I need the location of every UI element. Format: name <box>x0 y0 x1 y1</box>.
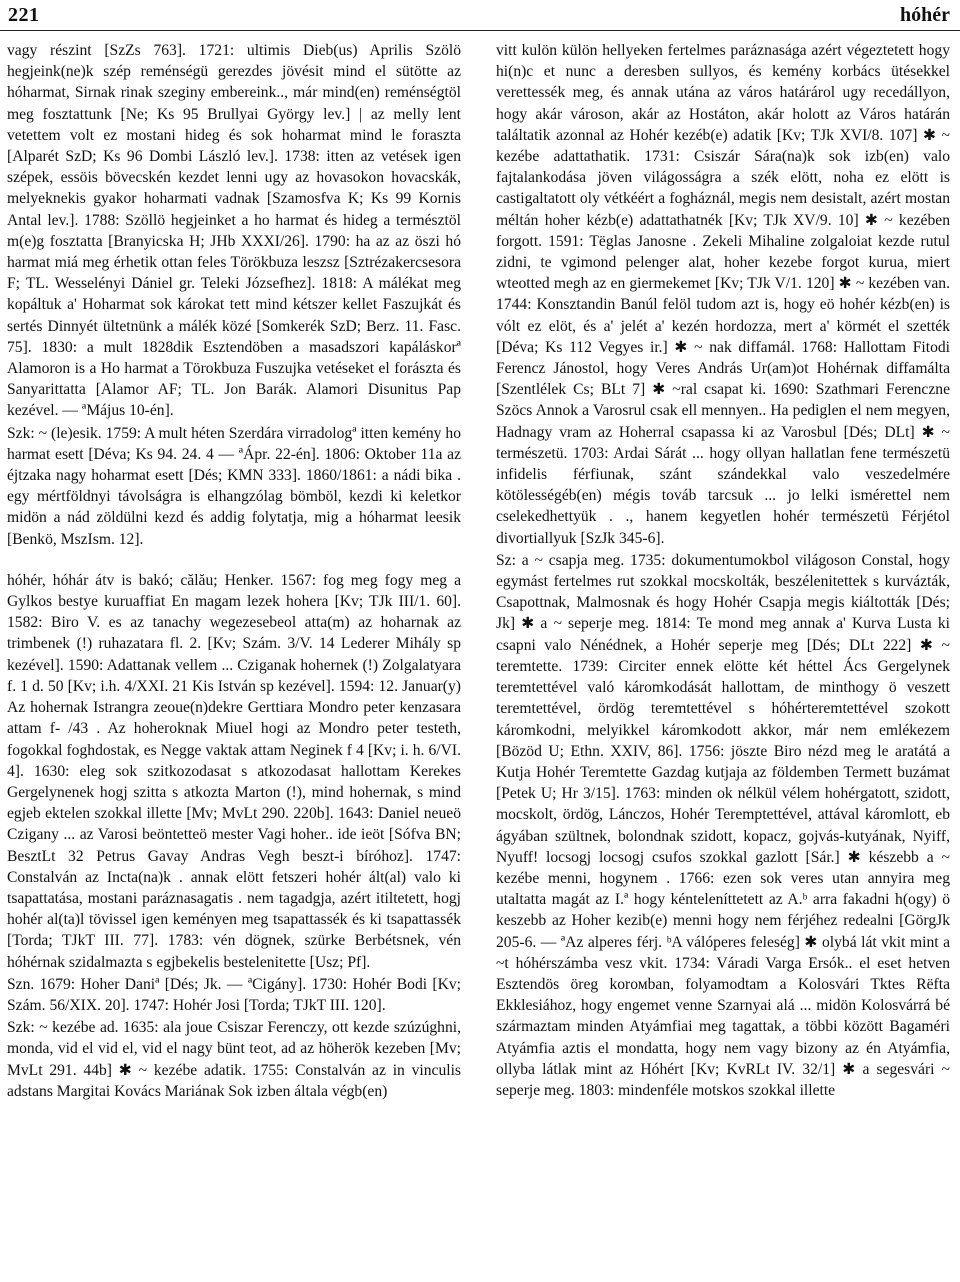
paragraph: Szk: ~ (le)esik. 1759: A mult héten Szerdára virradologª itten kemény ho harmat esett [Déva; Ks 94. 24. 4 — ªÁpr. 22-én]. 1806: Oktober 11a az éjtzaka nagy hoharmat esett [Dés; KMN 333]. 1860/1861: a nádi bika . egy mértföldnyi távolságra is elhangzólag bömböl, kezdi ki keletkor midön a nád zöldülni kezd és addig folytatja, mig a hóharmat leesik [Benkö, MszIsm. 12]. <box>7 424 461 548</box>
paragraph: Szn. 1679: Hoher Daniª [Dés; Jk. — ªCigány]. 1730: Hohér Bodi [Kv; Szám. 56/XIX. 20]. 1747: Hohér Josi [Torda; TJkT III. 120]. <box>7 975 461 1014</box>
paragraph: Szk: ~ kezébe ad. 1635: ala joue Csiszar Ferenczy, ott kezde szúzúghni, monda, vid el vid el, vid el nagy bünt teot, ad az höherök kezeben [Mv; MvLt 291. 44b] ✱ ~ kezébe adatik. 1755: Constalván az in vinculis adstans Margitai Kovács Mariának Sok izben általa végb(en) <box>7 1019 461 1100</box>
paragraph: vitt kulön külön hellyeken fertelmes paráznasága azért végeztetett hogy hi(n)c et nunc a deresben sullyos, és kemény korbács ütésekkel verettessék meg, és annak utána az város határárol ugy recedállyon, hogy akár városon, akár az Hostáton, akár holott az Város határán találtatik azonnal az Hohér kezéb(e) adatik [Kv; TJk XVI/8. 107] ✱ ~ kezébe adattathatik. 1731: Csiszár Sára(na)k sok izb(en) valo fajtalankodása jöven világosságra a szék elött, noha ez elött is castigaltatott oly vétkéért a fogháznál, megis nem desistalt, azért mostan méltán hoher kézb(e) adattathatnék [Kv; TJk XV/9. 10] ✱ ~ kezében forgott. 1591: Tëglas Janosne . Zekeli Mihaline zolgaloiat kezde rutul zidni, te vgimond pelenger alat, hoher kezebe forgot kurua, miert wteotted megh az en giermekemet [Kv; TJk V/1. 120] ✱ ~ kezében van. 1744: Konsztandin Banúl felöl tudom azt is, hogy eö hohér kézb(en) is vólt ez elöt, és a' jelét a' kezén hordozza, mert a' körmét el szették [Déva; Ks 112 Vegyes ir.] ✱ ~ nak diffamál. 1768: Hallottam Fitodi Ferencz Jánostol, hogy Veres András Ur(am)ot Hohérnak diffamálta [Szentlélek Cs; BLt 7] ✱ ~ral csapat ki. 1690: Szathmari Ferenczne Szöcs Annok a Varosrul csak ell mennyen.. Ha pediglen el nem megyen, Hadnagy vram az Hoherral csapassa ki az Varosbul [Dés; DLt] ✱ ~ természetü. 1703: Ardai Sárát ... hogy ollyan hallatlan fene természetü infidelis férfiunak, szánt szándekkal valo veszedelmére kötölességéb(en) mégis továb tarcsuk ... jo lelki ismérettel nem cselekedhettyük . ., hanem kegyetlen hohér természetü Férjétol divortiallyuk [SzJk 345-6]. <box>496 42 950 547</box>
paragraph: Sz: a ~ csapja meg. 1735: dokumentumokbol világoson Constal, hogy egymást fertelmes rut szokkal mocskolták, beszélenitettek s kurvázták, Csapottnak, Malmosnak és hogy Hohér Csapja megis kiáltották [Dés; Jk] ✱ a ~ seperje meg. 1814: Te mond meg annak a' Kurva Lusta ki csapni valo Nénédnek, a Hohér seperje meg [Dés; DLt 222] ✱ ~ teremtette. 1739: Circiter ennek elötte két héttel Ács Gergelynek teremtettével való káromkodását hallottam, de minthogy ö veszett teremtettével, ördög teremtettével s hóhérteremtettével szokott káromkodni, melyikkel káromkodott akkor, már nem emlékezem [Bözöd U; Ethn. XXIV, 86]. 1756: jöszte Biro nézd meg le aratátá a Kutja Hohér Teremtette Gazdag kutjaja az földemben Termett buzámat [Petek U; Hr 3/15]. 1763: minden ok nélkül vélem hohérgatott, szidott, mocskolt, ördög, Lánczos, Hohér Teremptettével, attával káromlott, eb ágyában szültnek, bolondnak szidott, kopacz, gojvás-kutyának, Nyiff, Nyuff! locsogj locsogj csufos szokkal gazlott [Sár.] ✱ készebb a ~ kezébe menni, hogynem . 1766: ezen sok veres utan annyira meg utaltatta magát az I.ª hogy kénteleníttetett az A.ᵇ arra fakadni h(ogy) ö keszebb az Hoher kezib(e) menni hogy nem férjéhez redealni [GörgJk 205-6. — ªAz alperes férj. ᵇA válóperes feleség] ✱ olybá lát vkit mint a ~t hóhérszámba vesz vkit. 1734: Váradi Varga Ersók.. el eset hetven Esztendös öreg korомban, folyamodtam a Kolosvári Tktes Rëfta Ekklesiához, hogy engemet venne Szarnyai alá ... midön Kolosvárrá bé származtam minden Atyámfiai meg tagattak, a többi között Bagaméri Atyámfia aztis el mondatta, hogy nem vagy bizony az én Atyámfia, ollyba látlak mint az Hóhért [Kv; KvRLt IV. 32/1] ✱ a segesvári ~ seperje meg. 1803: mindenféle motskos szokkal illette <box>496 551 950 1099</box>
paragraph: vagy részint [SzZs 763]. 1721: ultimis Dieb(us) Aprilis Szölö hegjeink(ne)k szép reménségü gerezdes jövésit mind el sütötte az hóharmat, Sirnak rinak szeginy embereink.., már mind(en) reménségtöl meg fosztattunk [Ne; Ks 95 Brullyai György lev.] | az melly lent vetettem volt ez mostani hideg és sok hoharmat mind le foraszta [Alparét SzD; Ks 96 Dombi László lev.]. 1738: itten az vetések igen szépek, essöis bövecskén kezdet lenni ugy az hovasokon hovacskák, melyeknekis gyakor hoharmati vadnak [Szamosfva K; Ks 99 Kornis Antal lev.]. 1788: Szöllö hegjeinket a ho harmat és hideg a természtöl m(e)g fosztatta [Branyicska H; JHb XXXI/26]. 1790: ha az az öszi hó harmat miá meg érhetik ottan feles Törökbuza leszsz [Sztrézakercsesora F; TL. Wesselényi Dániel gr. Teleki Józsefhez]. 1818: A málékat meg kopáltuk a' Hoharmat sok károkat tett mind kétszer kellet Faszujkát és sertés Dinnyét ültetnünk a málék közé [Somkerék SzD; Berz. 11. Fasc. 75]. 1830: a mult 1828dik Esztendöben a masadszori kapáláskorª Alamoron is a Ho harmat a Törokbuza Fuszujka vetéseket el forászta és Sanyarittatta [Alamor AF; TL. Jon Barák. Alamori Disunitus Pap kezével. — ªMájus 10-én]. <box>7 42 461 420</box>
page-header <box>0 0 960 31</box>
page-number: 221 <box>8 4 40 26</box>
dictionary-entry: hóhér, hóhár átv is bakó; călău; Henker. 1567: fog meg fogy meg a Gylkos bestye kuruaffiat En magam lezek hohera [Kv; TJk III/1. 60]. 1582: Biro V. es az tanachy wegezesebeol atta(m) az hoharnak az trimbenek (!) ruhazatara fl. 2. [Kv; Szám. 3/V. 14 Lederer Mihály sp kezével]. 1590: Adattanak vellem ... Cziganak hohernek (!) Zolgalatyara f. 1 d. 50 [Kv; i.h. 4/XXI. 21 Kis István sp kezével]. 1594: 12. Januar(y) Az hohernak Istrangra zeoue(n)dekre Gerttiara Mondro peter kenzasara attam f- /43 . Az hoheroknak Miuel hogi az Mondro peter testeth, fogokkal foghdostak, es Negge vaktak attam Neginek f 4 [Kv; i. h. 6/VI. 4]. 1630: eleg sok szitkozodasat s atkozodasat hallottam Kerekes Gergelynenek hogj szitta s atkozta Marton (!), mind hohernak, s mind egjeb ektelen szokkal illette [Mv; MvLt 290. 220b]. 1643: Daniel neueö Czigany ... az Varosi beöntetteö mester Vagi hoher.. ide ieöt [Sófva BN; BesztLt 32 Petrus Gavay Andras Vegh beszt-i bíróhoz]. 1747: Constalván az Incta(na)k . annak elött fetszeri hohér ált(al) valo ki tsapattatása, mostani paráznasagatis . nem tagadgja, azért itiltetett, hogj hohér al(ta)l tövissel igen keményen meg tsapattassék és ki tsapattassék [Torda; TJkT III. 77]. 1783: vén dögnek, szürke Berbétsnek, vén hóhérnak szidalmazta s egjbekelis bestelenitette [Usz; Pf]. <box>7 571 461 971</box>
right-column <box>496 40 950 1101</box>
left-column <box>7 40 461 1102</box>
running-head: hóhér <box>900 4 950 26</box>
